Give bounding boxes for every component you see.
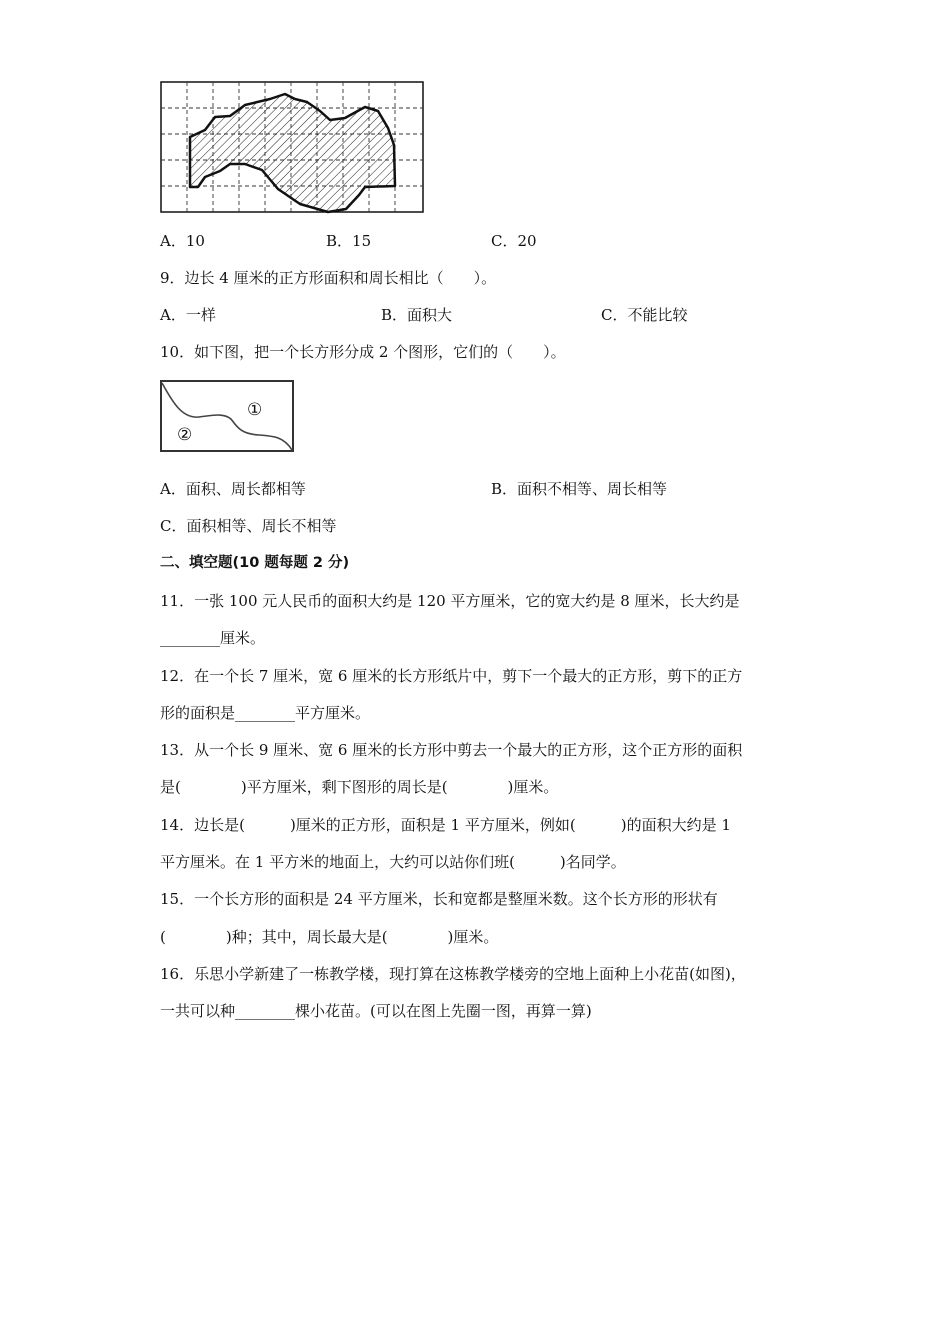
q16-line2: 一共可以种________棵小花苗。(可以在图上先圈一图，再算一算) [160, 1002, 592, 1020]
q13-line1: 13．从一个长 9 厘米、宽 6 厘米的长方形中剪去一个最大的正方形，这个正方形的面积 [160, 741, 743, 759]
q9-option-b: B．面积大 [381, 306, 453, 324]
q13-line2: 是( )平方厘米，剩下图形的周长是( )厘米。 [160, 778, 559, 796]
q9-text: 9．边长 4 厘米的正方形面积和周长相比（ ）。 [160, 269, 497, 287]
q9-option-a: A．一样 [160, 306, 216, 324]
q15-line1: 15．一个长方形的面积是 24 平方厘米，长和宽都是整厘米数。这个长方形的形状有 [160, 890, 718, 908]
q10-option-c: C．面积相等、周长不相等 [160, 517, 337, 535]
q12-line1: 12．在一个长 7 厘米，宽 6 厘米的长方形纸片中，剪下一个最大的正方形，剪下的正方 [160, 667, 743, 685]
q12-line2: 形的面积是________平方厘米。 [160, 704, 371, 722]
q10-option-a: A．面积、周长都相等 [160, 480, 306, 498]
q16-line1: 16．乐思小学新建了一栋教学楼，现打算在这栋教学楼旁的空地上面种上小花苗(如图)， [160, 965, 746, 983]
q10-text: 10．如下图，把一个长方形分成 2 个图形，它们的（ ）。 [160, 343, 566, 361]
q14-line2: 平方厘米。在 1 平方米的地面上，大约可以站你们班( )名同学。 [160, 853, 626, 871]
q8-option-c: C．20 [491, 232, 537, 250]
q15-line2: ( )种；其中，周长最大是( )厘米。 [160, 928, 499, 946]
grid-figure-q8 [160, 80, 426, 216]
section-title-fill-in: 二、填空题(10 题每题 2 分) [160, 555, 350, 571]
q14-line1: 14．边长是( )厘米的正方形，面积是 1 平方厘米，例如( )的面积大约是 1 [160, 816, 731, 834]
q8-option-a: A．10 [160, 232, 205, 250]
q11-line1: 11．一张 100 元人民币的面积大约是 120 平方厘米，它的宽大约是 8 厘米，长大约是 [160, 592, 740, 610]
q10-region-label-2: ② [177, 425, 193, 445]
q8-option-b: B．15 [326, 232, 372, 250]
q9-option-c: C．不能比较 [601, 306, 688, 324]
q11-line2: ________厘米。 [160, 629, 266, 647]
q10-option-b: B．面积不相等、周长相等 [491, 480, 668, 498]
q10-region-label-1: ① [247, 400, 263, 420]
